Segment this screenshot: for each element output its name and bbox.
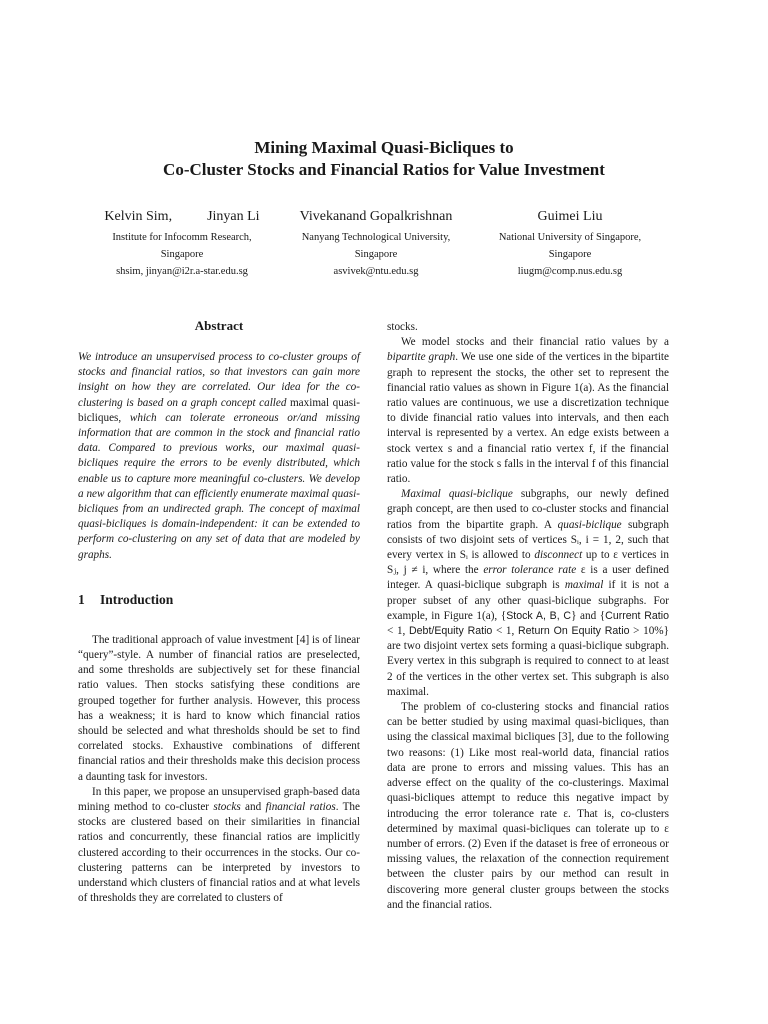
author-email: asvivek@ntu.edu.sg — [333, 266, 419, 277]
affiliation-country: Singapore — [548, 249, 592, 260]
abstract-text — [78, 350, 360, 563]
emphasis: Maximal quasi-biclique — [401, 488, 513, 501]
title-line-1: Mining Maximal Quasi-Bicliques to — [254, 138, 514, 157]
author-block-2 — [286, 208, 466, 280]
paragraph-quasi-biclique — [387, 487, 669, 700]
abstract-text-part: which can tolerate erroneous or/and missing information that are common in the stock and financial ratio data. Compared to previous works, our maximal quasi-bicliques require the errors to be evenly distributed, which enable us to capture more meaningful co-clusters. We develop a new algorithm that can efficiently enumerate maximal quasi-bicliques from an undirected graph. The concept of maximal quasi-bicliques is domain-independent: it can be extended to perform co-clustering on any set of data that are modeled by graphs. — [78, 411, 360, 561]
author-block-1 — [92, 208, 272, 280]
author-email: liugm@comp.nus.edu.sg — [517, 266, 623, 277]
text-run: . The stocks are clustered based on their similarities in financial ratios and concurrently, these financial ratios are implicitly clustered according to their occurrences in the stocks. Our co-clustering patterns can be interpreted by investors to understand which clusters of financial ratios and at what levels of thresholds they are correlated to clusters of — [78, 801, 360, 905]
right-column — [387, 320, 669, 913]
text-run: . We use one side of the vertices in the bipartite graph to represent the stocks, the other set to represent the financial ratio values as shown in Figure 1(a). As the financial ratio values are continuous, we use a discretization technique to divide financial ratio values into intervals, and then each interval is represented by a vertex. An edge exists between a stock vertex s and a financial ratio vertex f, if the financial ratio value for the stock s falls in the interval f of this financial ratio. — [387, 351, 669, 486]
affiliation: National University of Singapore, — [498, 232, 642, 243]
emphasis: error tolerance rate — [483, 564, 577, 577]
affiliation: Nanyang Technological University, — [301, 232, 451, 243]
text-run: We model stocks and their financial ratio values by a — [401, 336, 669, 349]
author-names — [92, 208, 272, 226]
left-column — [78, 318, 360, 907]
abstract-text-part: We introduce an unsupervised process to co-cluster groups of stocks and financial ratios, so that investors can gain more insight on how they are correlated. Our idea for the co-clustering is based on a graph concept called — [78, 351, 360, 409]
author-name: Jinyan Li — [207, 209, 260, 224]
sans-term: Return On Equity Ratio — [517, 625, 630, 638]
text-run: subgraph consists of two disjoint sets of vertices Sᵢ, i = 1, 2, such that every vertex in Sᵢ is allowed to — [387, 518, 669, 562]
affiliation-country: Singapore — [354, 249, 398, 260]
continued-text: stocks. — [387, 321, 418, 333]
paragraph-problem: The problem of co-clustering stocks and financial ratios can be better studied by using maximal quasi-bicliques, than using the classical maximal bicliques [3], due to the following two reasons: (1) Like most real-world data, financial ratios data are prone to errors and missing values. This has an adverse effect on the quality of the co-clusterings. Maximal quasi-bicliques attempt to reduce this negative impact by introducing the error tolerance rate ε. That is, co-clusters determined by maximal quasi-bicliques can tolerate up to ε number of errors. (2) Even if the dataset is free of erroneous or missing values, the relaxation of the connection requirement between the cluster pairs by our method can result in discovering more general cluster groups between the stocks and the financial ratios. — [387, 701, 669, 911]
emphasis: financial ratios — [265, 801, 336, 814]
intro-paragraph-2 — [78, 785, 360, 907]
intro-paragraph-1: The traditional approach of value investment [4] is of linear “query”-style. A number of financial ratios are preselected, and some thresholds are subjectively set for these financial ratio values. Then stocks satisfying these conditions are grouped together for further analysis. However, this process has a weakness; it is hard to know which financial ratios should be selected and what thresholds should be set to find correlated stocks. Exhaustive combinations of different financial ratios and their thresholds make this decision process a daunting task for investors. — [78, 633, 360, 783]
title-line-2: Co-Cluster Stocks and Financial Ratios for Value Investment — [163, 160, 605, 179]
abstract-term: maximal quasi-bicliques, — [78, 396, 360, 424]
author-email: shsim, jinyan@i2r.a-star.edu.sg — [116, 266, 248, 277]
emphasis: bipartite graph — [387, 351, 456, 364]
sans-term: Debt/Equity Ratio — [409, 625, 493, 638]
emphasis: disconnect — [534, 549, 583, 562]
author-names — [480, 208, 660, 226]
text-run: > 10%} are two disjoint vertex sets forming a quasi-biclique subgraph. Every vertex in this subgraph is required to connect to at least 2 of the vertices in the other vertex set. This subgraph is also maximal. — [387, 625, 669, 698]
emphasis: quasi-biclique — [557, 518, 622, 531]
text-run: } and { — [571, 609, 606, 622]
sans-term: Stock A, B, C — [506, 609, 572, 622]
sans-term: Current Ratio — [605, 609, 669, 622]
section-heading — [78, 592, 360, 608]
text-run: In this paper, we propose an unsupervised graph-based data mining method to co-cluster — [78, 785, 360, 814]
affiliation-country: Singapore — [160, 249, 204, 260]
author-name: Guimei Liu — [537, 209, 603, 224]
section-number: 1 — [78, 591, 85, 607]
affiliation: Institute for Infocomm Research, — [112, 232, 252, 243]
text-run: < 1, — [492, 625, 518, 638]
emphasis: stocks — [213, 801, 241, 814]
text-run: and — [240, 801, 266, 814]
emphasis: maximal — [564, 579, 604, 592]
text-run: ε is a user defined integer. A quasi-biclique subgraph is — [387, 564, 670, 592]
text-run: < 1, — [387, 625, 410, 638]
abstract-heading: Abstract — [194, 318, 244, 333]
author-block-3 — [480, 208, 660, 280]
text-run: up to ε vertices in Sⱼ, j ≠ i, where the — [387, 549, 669, 577]
section-title: Introduction — [100, 591, 174, 607]
paragraph-bipartite — [387, 335, 669, 487]
paper-title — [0, 137, 768, 181]
text-run: subgraphs, our newly defined graph concept, are then used to co-cluster stocks and financial ratios from the bipartite graph. A — [387, 488, 669, 531]
author-name: Kelvin Sim, — [104, 209, 173, 224]
author-names — [286, 208, 466, 226]
author-name: Vivekanand Gopalkrishnan — [299, 209, 453, 224]
text-run: if it is not a proper subset of any other quasi-biclique subgraphs. For example, in Figure 1(a), { — [387, 579, 669, 622]
